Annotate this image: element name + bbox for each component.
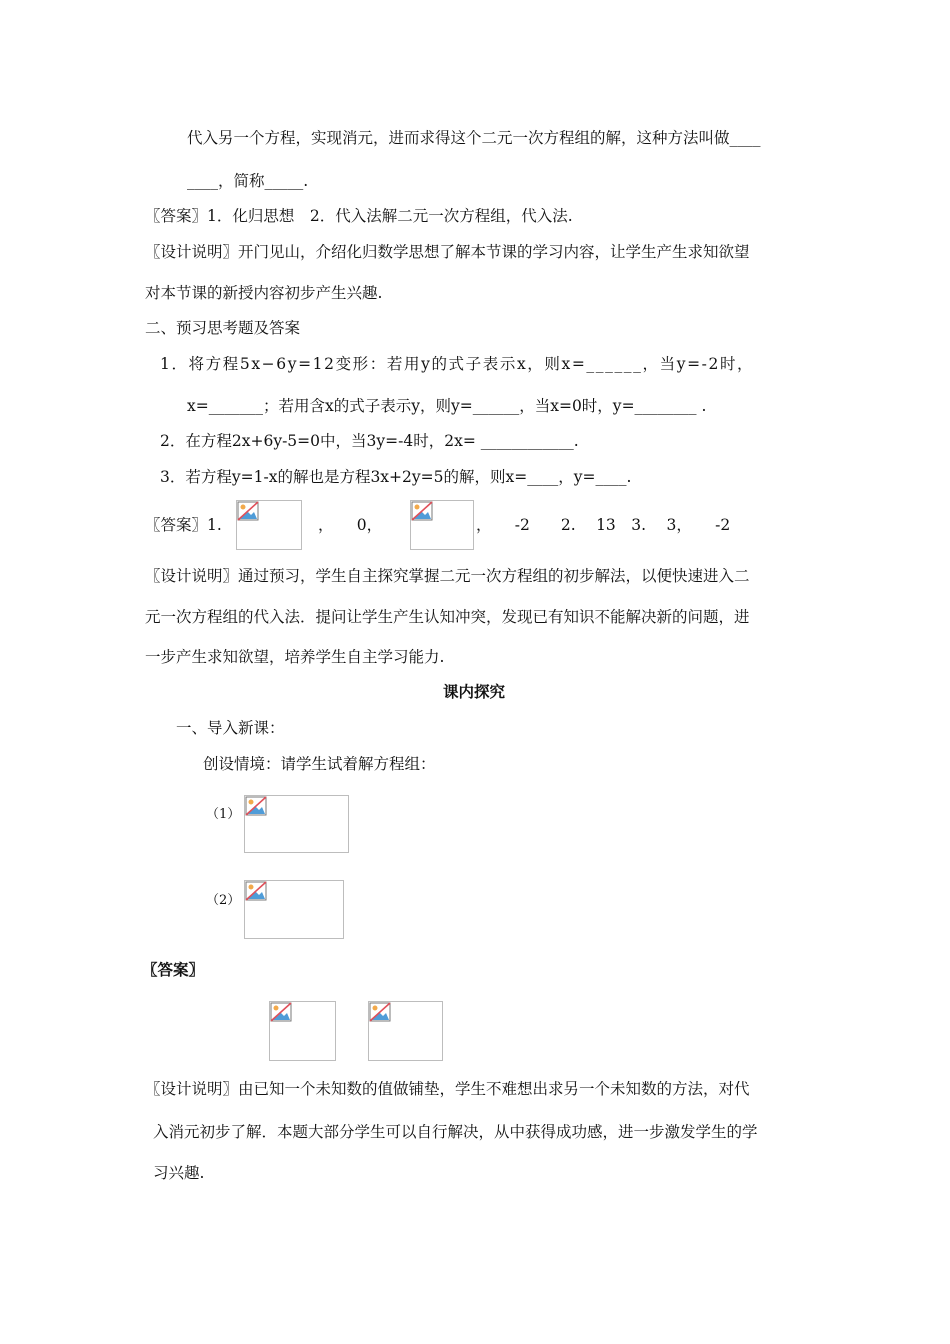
equation-label-1: （1） [206,807,241,822]
answer-line-1: 〖答案〗1．化归思想 2．代入法解二元一次方程组，代入法. [145,207,573,225]
broken-image-icon [245,796,267,816]
design-note-3a: 〖设计说明〗由已知一个未知数的值做铺垫，学生不难想出求另一个未知数的方法，对代 [145,1080,750,1098]
design-note-2a: 〖设计说明〗通过预习，学生自主探究掌握二元一次方程组的初步解法，以便快速进入二 [145,567,750,585]
design-note-2c: 一步产生求知欲望，培养学生自主学习能力. [145,648,445,666]
scenario-text: 创设情境：请学生试着解方程组： [203,755,436,773]
equation-image-placeholder-1 [244,795,349,853]
answer-image-placeholder-1 [269,1001,336,1061]
question-1b: x=_______；若用含x的式子表示y，则y=______，当x=0时，y=________ . [187,397,707,415]
subsection-intro: 一、导入新课： [176,719,285,737]
design-note-3c: 习兴趣. [153,1164,205,1182]
design-note-1a: 〖设计说明〗开门见山，介绍化归数学思想了解本节课的学习内容，让学生产生求知欲望 [145,243,750,261]
formula-image-placeholder [236,500,302,550]
design-note-2b: 元一次方程组的代入法．提问让学生产生认知冲突，发现已有知识不能解决新的问题，进 [145,608,750,626]
broken-image-icon [369,1002,391,1022]
broken-image-icon [270,1002,292,1022]
design-note-3b: 入消元初步了解．本题大部分学生可以自行解决，从中获得成功感，进一步激发学生的学 [153,1123,758,1141]
broken-image-icon [245,881,267,901]
design-note-1b: 对本节课的新授内容初步产生兴趣. [145,284,383,302]
answer-line-2-label: 〖答案〗1. [145,516,222,534]
question-2: 2．在方程2x+6y-5=0中，当3y=-4时，2x= ____________. [160,432,579,450]
answer-image-placeholder-2 [368,1001,443,1061]
text-line-1: 代入另一个方程，实现消元，进而求得这个二元一次方程组的解，这种方法叫做____ [187,129,761,147]
answer-line-2-mid: ， 0， [318,516,383,534]
formula-image-placeholder [410,500,474,550]
answer-line-2-rest: ， -2 2. 13 3. 3， -2 [476,516,731,534]
broken-image-icon [411,501,433,521]
section-heading: 课内探究 [443,683,506,701]
equation-image-placeholder-2 [244,880,344,939]
question-3: 3．若方程y=1-x的解也是方程3x+2y=5的解，则x=____，y=____. [160,468,632,486]
question-1a: 1．将方程5x−6y=12变形：若用y的式子表示x，则x=______，当y=-2时， [160,355,755,373]
section-title-preview: 二、预习思考题及答案 [145,319,301,337]
broken-image-icon [237,501,259,521]
equation-label-2: （2） [206,893,241,908]
text-line-2: ____，简称_____. [187,172,309,190]
answer-heading: 〖答案〗 [142,961,205,979]
